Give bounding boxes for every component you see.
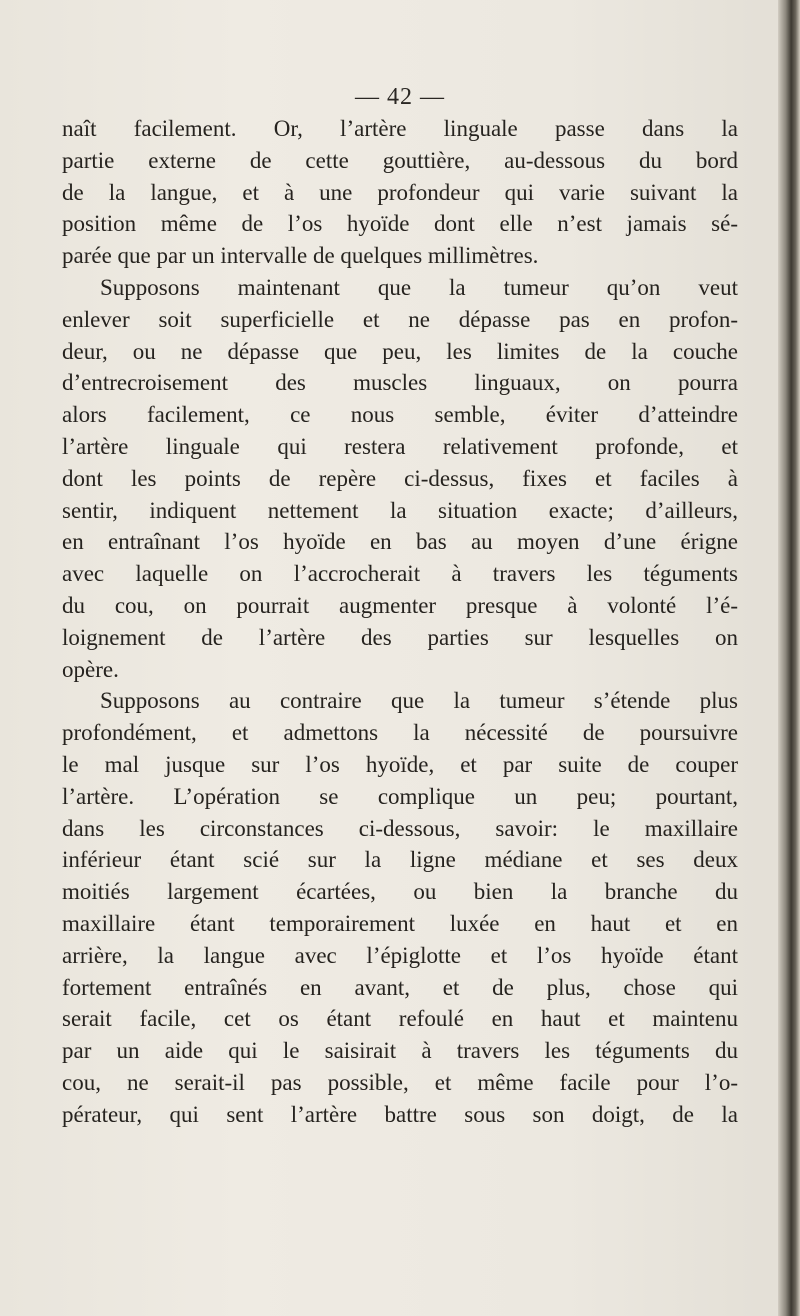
text-line: loignement de l’artère des parties sur lesquelles on — [62, 624, 738, 650]
text-line: d’entrecroisement des muscles linguaux, on pourra — [62, 370, 738, 396]
text-line: de la langue, et à une profondeur qui varie suivant la — [62, 179, 738, 205]
text-line: naît facilement. Or, l’artère linguale passe dans la — [62, 116, 738, 141]
text-line: parée que par un intervalle de quelques millimètres. — [62, 243, 539, 269]
text-line: deur, ou ne dépasse que peu, les limites de la couche — [62, 338, 738, 364]
text-line: serait facile, cet os étant refoulé en haut et maintenu — [62, 1006, 738, 1032]
text-line: position même de l’os hyoïde dont elle n’est jamais sé- — [62, 211, 738, 237]
text-line: le mal jusque sur l’os hyoïde, et par suite de couper — [62, 751, 738, 777]
body-text — [62, 113, 738, 1131]
text-line: partie externe de cette gouttière, au-dessous du bord — [62, 147, 738, 173]
text-line: Supposons au contraire que la tumeur s’étende plus — [100, 688, 738, 714]
text-line: inférieur étant scié sur la ligne médiane et ses deux — [62, 847, 738, 873]
page-number: — 42 — — [355, 84, 445, 110]
text-line: l’artère linguale qui restera relativement profonde, et — [62, 433, 738, 459]
text-line: sentir, indiquent nettement la situation exacte; d’ailleurs, — [62, 497, 738, 523]
text-line: l’artère. L’opération se complique un peu; pourtant, — [62, 783, 738, 809]
text-line: avec laquelle on l’accrocherait à travers les téguments — [62, 561, 738, 587]
text-line: fortement entraînés en avant, et de plus, chose qui — [62, 974, 738, 1000]
book-binding-edge — [778, 0, 800, 1316]
text-line: dans les circonstances ci-dessous, savoir: le maxillaire — [62, 815, 738, 841]
text-line: alors facilement, ce nous semble, éviter d’atteindre — [62, 402, 738, 428]
text-line: opère. — [62, 656, 119, 682]
text-line: pérateur, qui sent l’artère battre sous son doigt, de la — [62, 1101, 738, 1127]
text-line: du cou, on pourrait augmenter presque à volonté l’é- — [62, 592, 738, 618]
text-line: dont les points de repère ci-dessus, fixes et faciles à — [62, 465, 738, 491]
text-line: enlever soit superficielle et ne dépasse pas en profon- — [62, 306, 738, 332]
text-line: maxillaire étant temporairement luxée en haut et en — [62, 910, 738, 936]
text-line: en entraînant l’os hyoïde en bas au moyen d’une érigne — [62, 529, 738, 555]
text-line: profondément, et admettons la nécessité de poursuivre — [62, 720, 738, 746]
text-line: arrière, la langue avec l’épiglotte et l’os hyoïde étant — [62, 942, 738, 968]
text-line: par un aide qui le saisirait à travers les téguments du — [62, 1038, 738, 1064]
text-line: Supposons maintenant que la tumeur qu’on veut — [100, 274, 738, 300]
text-line: cou, ne serait-il pas possible, et même facile pour l’o- — [62, 1069, 738, 1095]
text-line: moitiés largement écartées, ou bien la branche du — [62, 879, 738, 905]
